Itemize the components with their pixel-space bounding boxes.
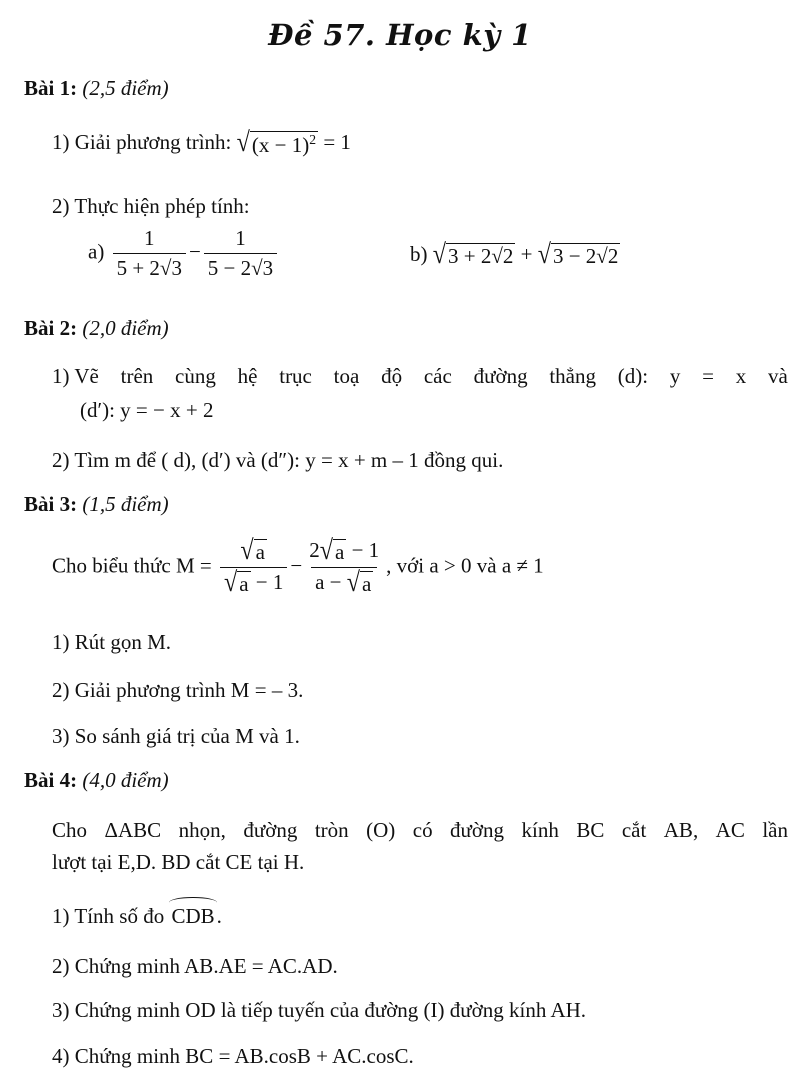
word: x [735,364,747,388]
word: cắt [621,818,647,842]
problem-4-statement-line-1 [52,818,788,843]
minus-sign: − [290,553,303,578]
word: (d): [617,364,649,388]
problem-3-heading [24,492,169,517]
problem-2-label: Bài 2: [24,316,78,340]
word: trên [120,364,154,388]
word: y [669,364,681,388]
word: độ [381,364,403,388]
word: kính [521,818,559,842]
problem-3-label: Bài 3: [24,492,78,516]
word: đường [243,818,298,842]
word: toạ [333,364,360,388]
problem-1-question-2: 2) Thực hiện phép tính: [52,194,250,218]
problem-4-score: (4,0 điểm) [82,768,169,792]
word: có [412,818,433,842]
word: đường [450,818,505,842]
plus-sign: + [520,242,533,266]
problem-4-question-3: 3) Chứng minh OD là tiếp tuyến của đường (I) đường kính AH. [52,998,587,1022]
word: các [423,364,452,388]
minus-sign: − [188,239,201,264]
word: lần [762,818,788,842]
fraction-1 [113,226,186,281]
radicand: (x − 1) [251,132,310,157]
sqrt-expression: √ $(x - 1)^2$ [236,126,317,158]
exponent: 2 [309,131,317,147]
problem-4-statement-line-2: lượt tại E,D. BD cắt CE tại H. [52,850,305,874]
sqrt-term-1: √ 3 + 2√2 [432,238,514,270]
problem-2-heading [24,316,169,341]
problem-2-question-1-line-1 [52,364,788,389]
problem-2-question-2: 2) Tìm m để ( d), (d′) và (d″): y = x + m – 1 đồng qui. [52,448,504,472]
problem-3-expression [52,534,544,599]
equation-rhs: = 1 [323,130,351,154]
word: AB, [663,818,699,842]
part-b-label: b) [410,242,428,266]
expression-lead: Cho biểu thức M = [52,553,212,578]
problem-2-score: (2,0 điểm) [82,316,169,340]
word: tròn [314,818,349,842]
problem-3-question-1: 1) Rút gọn M. [52,630,172,654]
problem-1-part-a [88,226,280,281]
word: đường [473,364,528,388]
condition: , với a > 0 và a ≠ 1 [386,553,544,578]
problem-4-question-2: 2) Chứng minh AB.AE = AC.AD. [52,954,338,978]
word: = [702,364,714,388]
word: BC [576,818,605,842]
word: và [768,364,788,388]
problem-1-part-b [410,238,620,270]
fraction-1: √ a √ a − 1 [220,538,287,598]
word: trục [279,364,312,388]
word: cùng [175,364,216,388]
denominator: 5 + 2√3 [113,253,186,281]
word: Cho [52,818,88,842]
word: thẳng [549,364,596,388]
problem-1-label: Bài 1: [24,76,78,100]
numerator: 1 [235,226,246,250]
problem-2-question-1-line-2: (d′): y = − x + 2 [80,398,214,422]
problem-3-question-2: 2) Giải phương trình M = – 3. [52,678,304,702]
page-title: Đề 57. Học kỳ 1 [268,18,532,52]
word: AC [715,818,745,842]
sqrt-term-2: √ 3 − 2√2 [537,238,619,270]
fraction-2: 2 √ a − 1 a − √ a [309,534,380,599]
arc-notation: CDB [171,904,215,928]
problem-4-label: Bài 4: [24,768,78,792]
problem-3-question-3: 3) So sánh giá trị của M và 1. [52,724,300,748]
part-a-label: a) [88,239,105,264]
fraction-2 [204,226,277,281]
word: hệ [237,364,258,388]
word: 1) Vẽ [52,364,99,388]
problem-1-heading [24,76,169,101]
denominator: 5 − 2√3 [204,253,277,281]
question-text: 1) Giải phương trình: [52,130,232,154]
word: nhọn, [178,818,226,842]
numerator: 1 [144,226,155,250]
word: ΔABC [104,818,162,842]
problem-3-score: (1,5 điểm) [82,492,169,516]
problem-4-heading [24,768,169,793]
word: (O) [366,818,396,842]
problem-4-question-1: 1) Tính số đo CDB. [52,904,222,928]
problem-1-score: (2,5 điểm) [82,76,169,100]
problem-4-question-4: 4) Chứng minh BC = AB.cosB + AC.cosC. [52,1044,414,1068]
problem-1-question-1 [52,126,351,158]
